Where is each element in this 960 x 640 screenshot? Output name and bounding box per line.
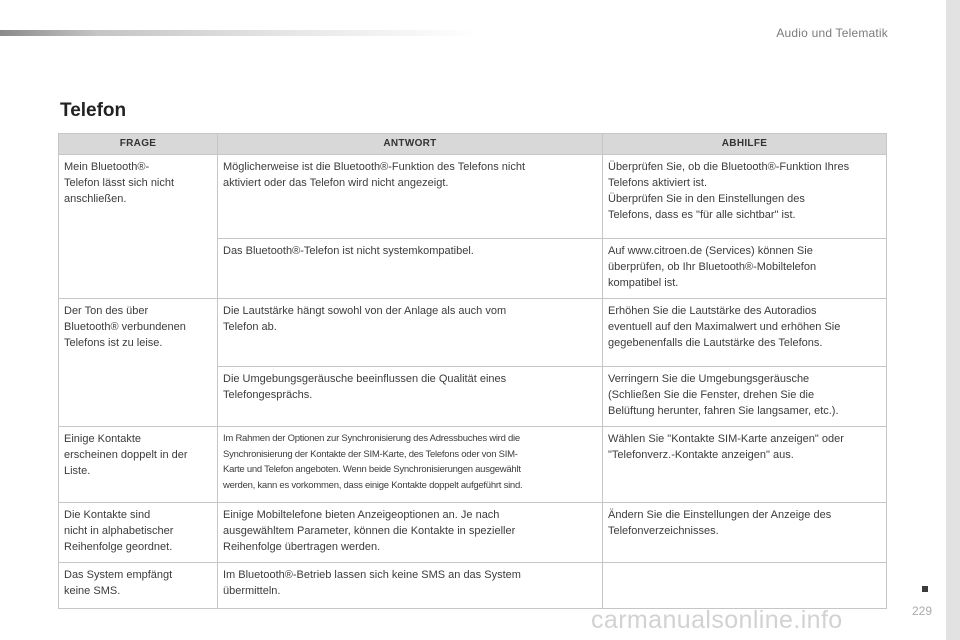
- column-header-remedy: ABHILFE: [603, 134, 887, 155]
- question-cell: Einige Kontakte erscheinen doppelt in der Liste.: [59, 427, 218, 503]
- answer-cell: Möglicherweise ist die Bluetooth®-Funktion des Telefons nicht aktiviert oder das Telefon wird nicht angezeigt.: [218, 155, 603, 239]
- question-cell: Die Kontakte sind nicht in alphabetischer Reihenfolge geordnet.: [59, 503, 218, 563]
- header-gradient-bar: [0, 30, 480, 36]
- table-row: [59, 503, 887, 563]
- answer-cell: Die Lautstärke hängt sowohl von der Anlage als auch vom Telefon ab.: [218, 299, 603, 367]
- remedy-cell: Auf www.citroen.de (Services) können Sie überprüfen, ob Ihr Bluetooth®-Mobiltelefon kompatibel ist.: [603, 239, 887, 299]
- question-cell: Der Ton des über Bluetooth® verbundenen Telefons ist zu leise.: [59, 299, 218, 427]
- remedy-cell: [603, 563, 887, 609]
- remedy-cell: Ändern Sie die Einstellungen der Anzeige des Telefonverzeichnisses.: [603, 503, 887, 563]
- answer-cell: Die Umgebungsgeräusche beeinflussen die Qualität eines Telefongesprächs.: [218, 367, 603, 427]
- section-header: Audio und Telematik: [776, 26, 888, 40]
- table-row: [59, 155, 887, 239]
- column-header-question: FRAGE: [59, 134, 218, 155]
- question-cell: Mein Bluetooth®- Telefon lässt sich nicht anschließen.: [59, 155, 218, 299]
- table-row: [59, 427, 887, 503]
- remedy-cell: Wählen Sie "Kontakte SIM-Karte anzeigen" oder "Telefonverz.-Kontakte anzeigen" aus.: [603, 427, 887, 503]
- answer-cell: Im Bluetooth®-Betrieb lassen sich keine SMS an das System übermitteln.: [218, 563, 603, 609]
- table-header-row: [59, 134, 887, 155]
- answer-cell: Einige Mobiltelefone bieten Anzeigeoptionen an. Je nach ausgewähltem Parameter, können die Kontakte in spezieller Reihenfolge übertragen werden.: [218, 503, 603, 563]
- page-number: 229: [911, 604, 932, 618]
- remedy-cell: Verringern Sie die Umgebungsgeräusche (Schließen Sie die Fenster, drehen Sie die Belüftung herunter, fahren Sie langsamer, etc.).: [603, 367, 887, 427]
- watermark: carmanualsonline.info: [591, 606, 843, 634]
- table-row: [59, 563, 887, 609]
- remedy-cell: Erhöhen Sie die Lautstärke des Autoradios eventuell auf den Maximalwert und erhöhen Sie gegebenenfalls die Lautstärke des Telefons.: [603, 299, 887, 367]
- troubleshooting-table: [58, 133, 887, 609]
- question-cell: Das System empfängt keine SMS.: [59, 563, 218, 609]
- answer-cell: Im Rahmen der Optionen zur Synchronisierung des Adressbuches wird die Synchronisierung der Kontakte der SIM-Karte, des Telefons oder von SIM- Karte und Telefon angeboten. Wenn beide Synchronisierungen ausgewählt werden, kann es vorkommen, dass einige Kontakte doppelt aufgeführt sind.: [218, 427, 603, 503]
- column-header-answer: ANTWORT: [218, 134, 603, 155]
- page-title: Telefon: [60, 100, 127, 121]
- end-of-section-marker: [922, 586, 928, 592]
- answer-cell: Das Bluetooth®-Telefon ist nicht systemkompatibel.: [218, 239, 603, 299]
- side-strip: [946, 0, 960, 640]
- table-row: [59, 299, 887, 367]
- remedy-cell: Überprüfen Sie, ob die Bluetooth®-Funktion Ihres Telefons aktiviert ist. Überprüfen Sie in den Einstellungen des Telefons, dass es "für alle sichtbar" ist.: [603, 155, 887, 239]
